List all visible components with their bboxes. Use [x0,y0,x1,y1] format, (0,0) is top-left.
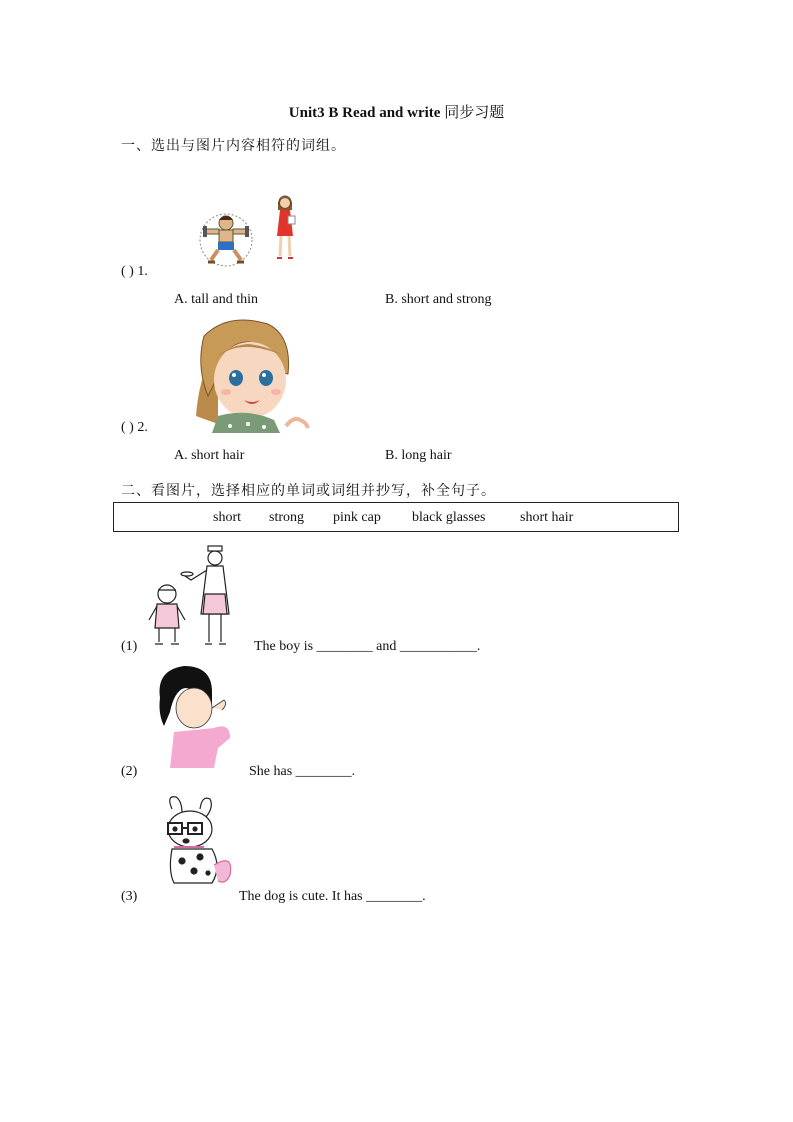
q1-option-b: B. short and strong [385,292,492,307]
word-bank-item: short [213,510,241,525]
item2-number: (2) [121,764,138,779]
q2-number: ( ) 2. [121,420,148,435]
title-cn: 同步习题 [444,105,505,121]
item1-number: (1) [121,639,138,654]
title-bold: Unit3 B Read and write [288,105,441,121]
item2-sentence: She has ________. [249,764,356,779]
word-bank-item: short hair [520,510,574,525]
word-bank [113,502,679,532]
item1-sentence: The boy is ________ and ___________. [254,639,481,654]
section1-heading: 一、选出与图片内容相符的词组。 [121,138,346,154]
word-bank-item: pink cap [333,510,381,525]
q1-option-a: A. tall and thin [174,292,258,307]
q1-number: ( ) 1. [121,264,148,279]
q2-option-a: A. short hair [174,448,245,463]
page-title [0,101,793,122]
section2-heading: 二、看图片，选择相应的单词或词组并抄写，补全句子。 [121,483,496,499]
item3-picture [160,795,242,887]
q1-picture [196,190,308,272]
word-bank-item: strong [269,510,304,525]
item1-picture [145,544,237,650]
word-bank-item: black glasses [412,510,486,525]
q2-option-b: B. long hair [385,448,452,463]
item3-sentence: The dog is cute. It has ________. [239,889,426,904]
item2-picture [154,664,234,771]
q2-picture [188,316,313,433]
item3-number: (3) [121,889,138,904]
